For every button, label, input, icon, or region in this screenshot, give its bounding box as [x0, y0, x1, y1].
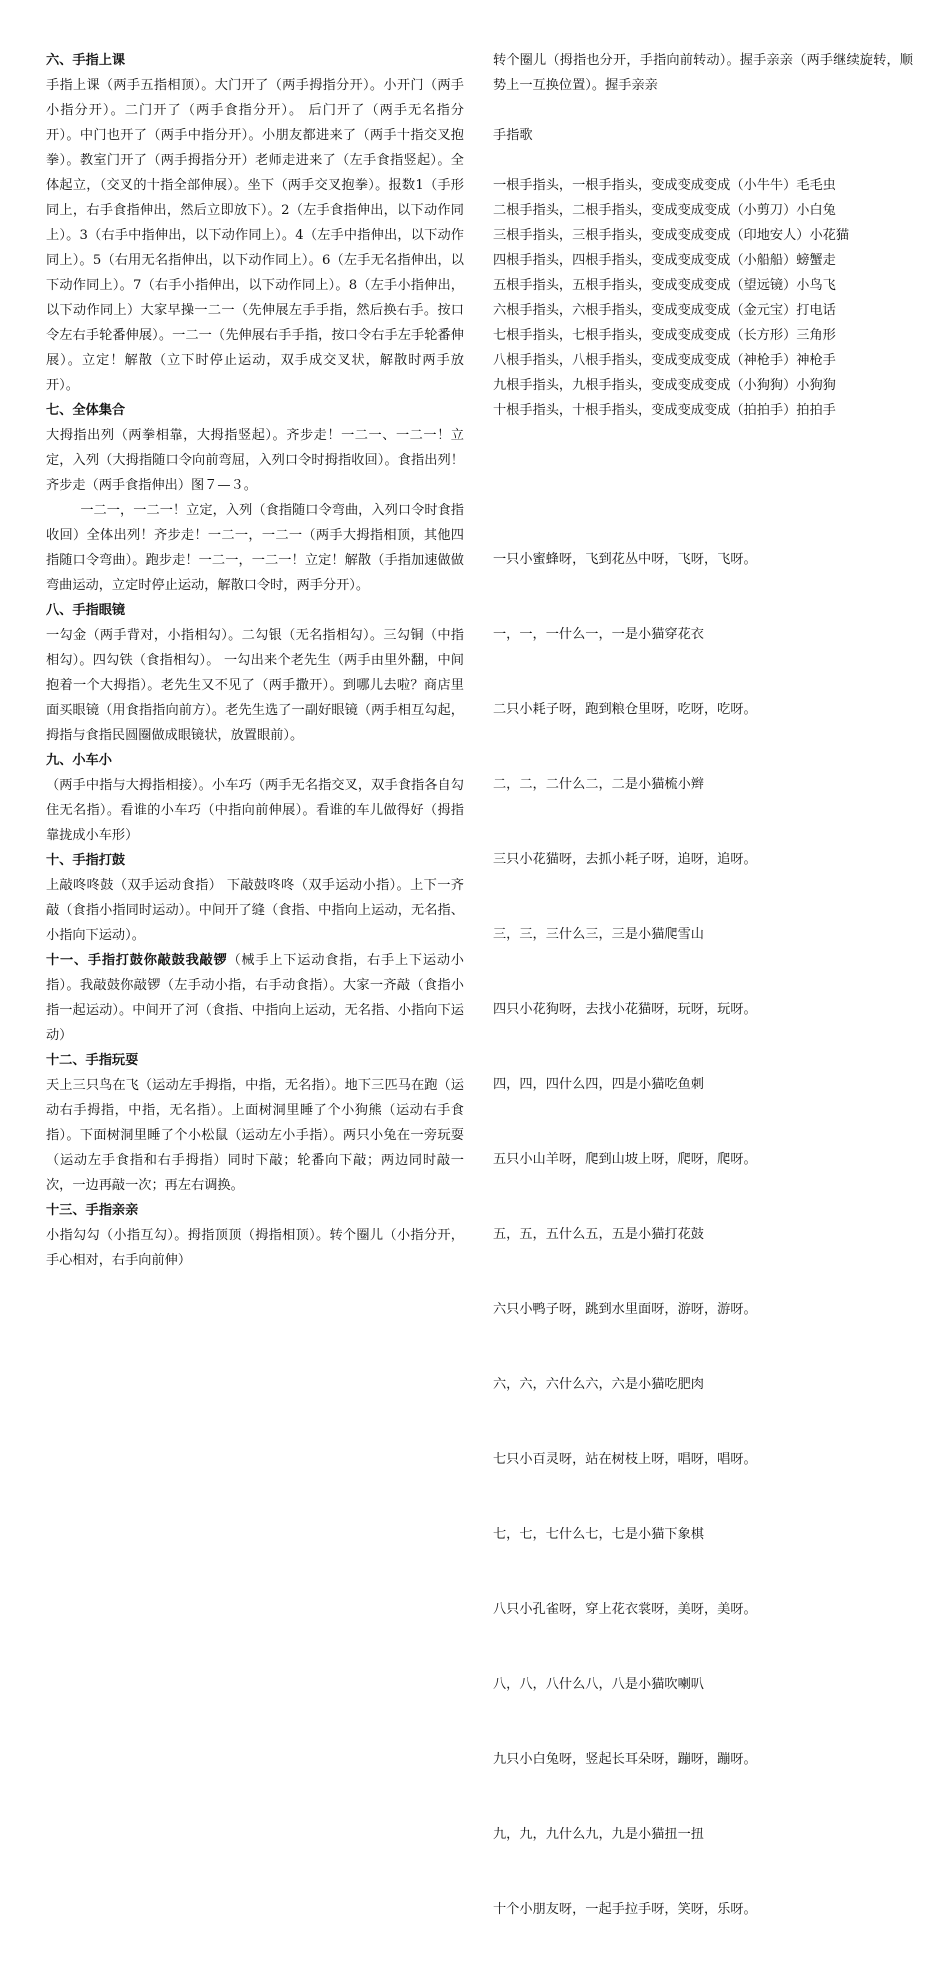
rhyme-line: 四，四，四什么四，四是小猫吃鱼刺 [493, 1077, 704, 1092]
section-all-assemble [46, 398, 464, 598]
rhyme-line: 八只小孔雀呀，穿上花衣裳呀，美呀，美呀。 [493, 1602, 757, 1617]
rhyme-line: 七，七，七什么七，七是小猫下象棋 [493, 1527, 704, 1542]
song-line: 二根手指头，二根手指头，变成变成变成（小剪刀）小白兔 [493, 203, 836, 218]
rhyme-line: 九只小白兔呀，竖起长耳朵呀，蹦呀，蹦呀。 [493, 1752, 757, 1767]
section-body: 大拇指出列（两拳相靠，大拇指竖起）。齐步走！一二一、一二一！立定，入列（大拇指随口令向前弯屈，入列口令时拇指收回）。食指出列！齐步走（两手食指伸出）图７—３。 [46, 428, 464, 493]
section-heading: 十二、手指玩耍 [46, 1053, 139, 1068]
song-line: 五根手指头，五根手指头，变成变成变成（望远镜）小鸟飞 [493, 278, 836, 293]
section-finger-glasses [46, 598, 464, 748]
song-line: 八根手指头，八根手指头，变成变成变成（神枪手）神枪手 [493, 353, 836, 368]
section-heading: 六、手指上课 [46, 53, 126, 68]
section-finger-kiss [46, 1198, 464, 1273]
section-body: （两手中指与大拇指相接）。小车巧（两手无名指交叉，双手食指各自勾住无名指）。看谁的小车巧（中指向前伸展）。看谁的车儿做得好（拇指靠拢成小车形） [46, 778, 464, 843]
section-drum-and-gong [46, 948, 464, 1048]
section-heading: 十三、手指亲亲 [46, 1203, 139, 1218]
continuation-text: 转个圈儿（拇指也分开，手指向前转动）。握手亲亲（两手继续旋转，顺势上一互换位置）。握手亲亲 [493, 53, 913, 93]
song-line: 十根手指头，十根手指头，变成变成变成（拍拍手）拍拍手 [493, 403, 836, 418]
section-heading: 十、手指打鼓 [46, 853, 126, 868]
rhyme-line: 五只小山羊呀，爬到山坡上呀，爬呀，爬呀。 [493, 1152, 757, 1167]
rhyme-line: 八，八，八什么八，八是小猫吹喇叭 [493, 1677, 704, 1692]
finger-song-lines [493, 173, 913, 423]
section-heading: 七、全体集合 [46, 403, 126, 418]
song-line: 三根手指头，三根手指头，变成变成变成（印地安人）小花猫 [493, 228, 850, 243]
counting-rhyme-lines [493, 497, 913, 1972]
song-title: 手指歌 [493, 128, 533, 143]
section-body: 一二一，一二一！立定，入列（食指随口令弯曲，入列口令时食指收回）全体出列！齐步走！一二一，一二一（两手大拇指相顶，其他四指随口令弯曲）。跑步走！一二一，一二一！立定！解散（手指加速做做弯曲运动，立定时停止运动，解散口令时，两手分开）。 [46, 503, 464, 593]
section-finger-drum [46, 848, 464, 948]
song-line: 七根手指头，七根手指头，变成变成变成（长方形）三角形 [493, 328, 836, 343]
rhyme-line: 三只小花猫呀，去抓小耗子呀，追呀，追呀。 [493, 852, 757, 867]
section-heading: 八、手指眼镜 [46, 603, 126, 618]
section-heading: 九、小车小 [46, 753, 112, 768]
section-body: 一勾金（两手背对，小指相勾）。二勾银（无名指相勾）。三勾铜（中指相勾）。四勾铁（食指相勾）。 一勾出来个老先生（两手由里外翻，中间抱着一个大拇指）。老先生又不见了（两手撒开）。到哪儿去啦？商店里面买眼镜（用食指指向前方）。老先生选了一副好眼镜（两手相互勾起，拇指与食指民圆圈做成眼镜状，放置眼前）。 [46, 628, 464, 743]
section-small-car [46, 748, 464, 848]
rhyme-line: 七只小百灵呀，站在树枝上呀，唱呀，唱呀。 [493, 1452, 757, 1467]
rhyme-line: 四只小花狗呀，去找小花猫呀，玩呀，玩呀。 [493, 1002, 757, 1017]
rhyme-line: 九，九，九什么九，九是小猫扭一扭 [493, 1827, 704, 1842]
section-body: 手指上课（两手五指相顶）。大门开了（两手拇指分开）。小开门（两手小指分开）。二门开了（两手食指分开）。 后门开了（两手无名指分开）。中门也开了（两手中指分开）。小朋友都进来了（两手十指交叉抱拳）。教室门开了（两手拇指分开）老师走进来了（左手食指竖起）。全体起立，（交叉的十指全部伸展）。坐下（两手交叉抱拳）。报数1（手形同上，右手食指伸出，然后立即放下）。2（左手食指伸出，以下动作同上）。3（右手中指伸出，以下动作同上）。4（左手中指伸出，以下动作同上）。5（右用无名指伸出，以下动作同上）。6（左手无名指伸出，以下动作同上）。7（右手小指伸出，以下动作同上）。8（左手小指伸出，以下动作同上）大家早操一二一（先伸展左手手指，然后换右手。按口令左右手轮番伸展）。一二一（先伸展右手手指，按口令右手左手轮番伸展）。立定！解散（立下时停止运动，双手成交叉状，解散时两手放开）。 [46, 78, 464, 393]
song-line: 四根手指头，四根手指头，变成变成变成（小船船）螃蟹走 [493, 253, 836, 268]
rhyme-line: 一，一，一什么一，一是小猫穿花衣 [493, 627, 704, 642]
rhyme-line: 一只小蜜蜂呀，飞到花丛中呀，飞呀，飞呀。 [493, 552, 757, 567]
rhyme-line: 三，三，三什么三，三是小猫爬雪山 [493, 927, 704, 942]
rhyme-line: 二只小耗子呀，跑到粮仓里呀，吃呀，吃呀。 [493, 702, 757, 717]
right-column [493, 48, 913, 1972]
section-heading: 十一、手指打鼓你敲鼓我敲锣 [46, 953, 228, 968]
section-finger-class [46, 48, 464, 398]
song-line: 六根手指头，六根手指头，变成变成变成（金元宝）打电话 [493, 303, 836, 318]
rhyme-line: 二，二，二什么二，二是小猫梳小辫 [493, 777, 704, 792]
section-body: 上敲咚咚鼓（双手运动食指） 下敲鼓咚咚（双手运动小指）。上下一齐敲（食指小指同时运动）。中间开了缝（食指、中指向上运动，无名指、小指向下运动）。 [46, 878, 464, 943]
section-finger-play [46, 1048, 464, 1198]
left-column [46, 48, 464, 1273]
rhyme-line: 六，六，六什么六，六是小猫吃肥肉 [493, 1377, 704, 1392]
rhyme-line: 六只小鸭子呀，跳到水里面呀，游呀，游呀。 [493, 1302, 757, 1317]
rhyme-line: 五，五，五什么五，五是小猫打花鼓 [493, 1227, 704, 1242]
section-body: 天上三只鸟在飞（运动左手拇指，中指，无名指）。地下三匹马在跑（运动右手拇指，中指，无名指）。上面树洞里睡了个小狗熊（运动右手食指）。下面树洞里睡了个小松鼠（运动左小手指）。两只小兔在一旁玩耍（运动左手食指和右手拇指）同时下敲；轮番向下敲；两边同时敲一次，一边再敲一次；再左右调换。 [46, 1078, 464, 1193]
section-body-text: （械手上下运动食指，右手上下运动小指）。我敲鼓你敲锣（左手动小指，右手动食指）。大家一齐敲（食指小指一起运动）。中间开了河（食指、中指向上运动，无名指、小指向下运动） [46, 953, 464, 1043]
song-line: 一根手指头，一根手指头，变成变成变成（小牛牛）毛毛虫 [493, 178, 836, 193]
section-body [46, 948, 464, 1048]
section-body: 小指勾勾（小指互勾）。拇指顶顶（拇指相顶）。转个圈儿（小指分开，手心相对，右手向前伸） [46, 1228, 464, 1268]
song-line: 九根手指头，九根手指头，变成变成变成（小狗狗）小狗狗 [493, 378, 836, 393]
rhyme-line: 十个小朋友呀，一起手拉手呀，笑呀，乐呀。 [493, 1902, 757, 1917]
